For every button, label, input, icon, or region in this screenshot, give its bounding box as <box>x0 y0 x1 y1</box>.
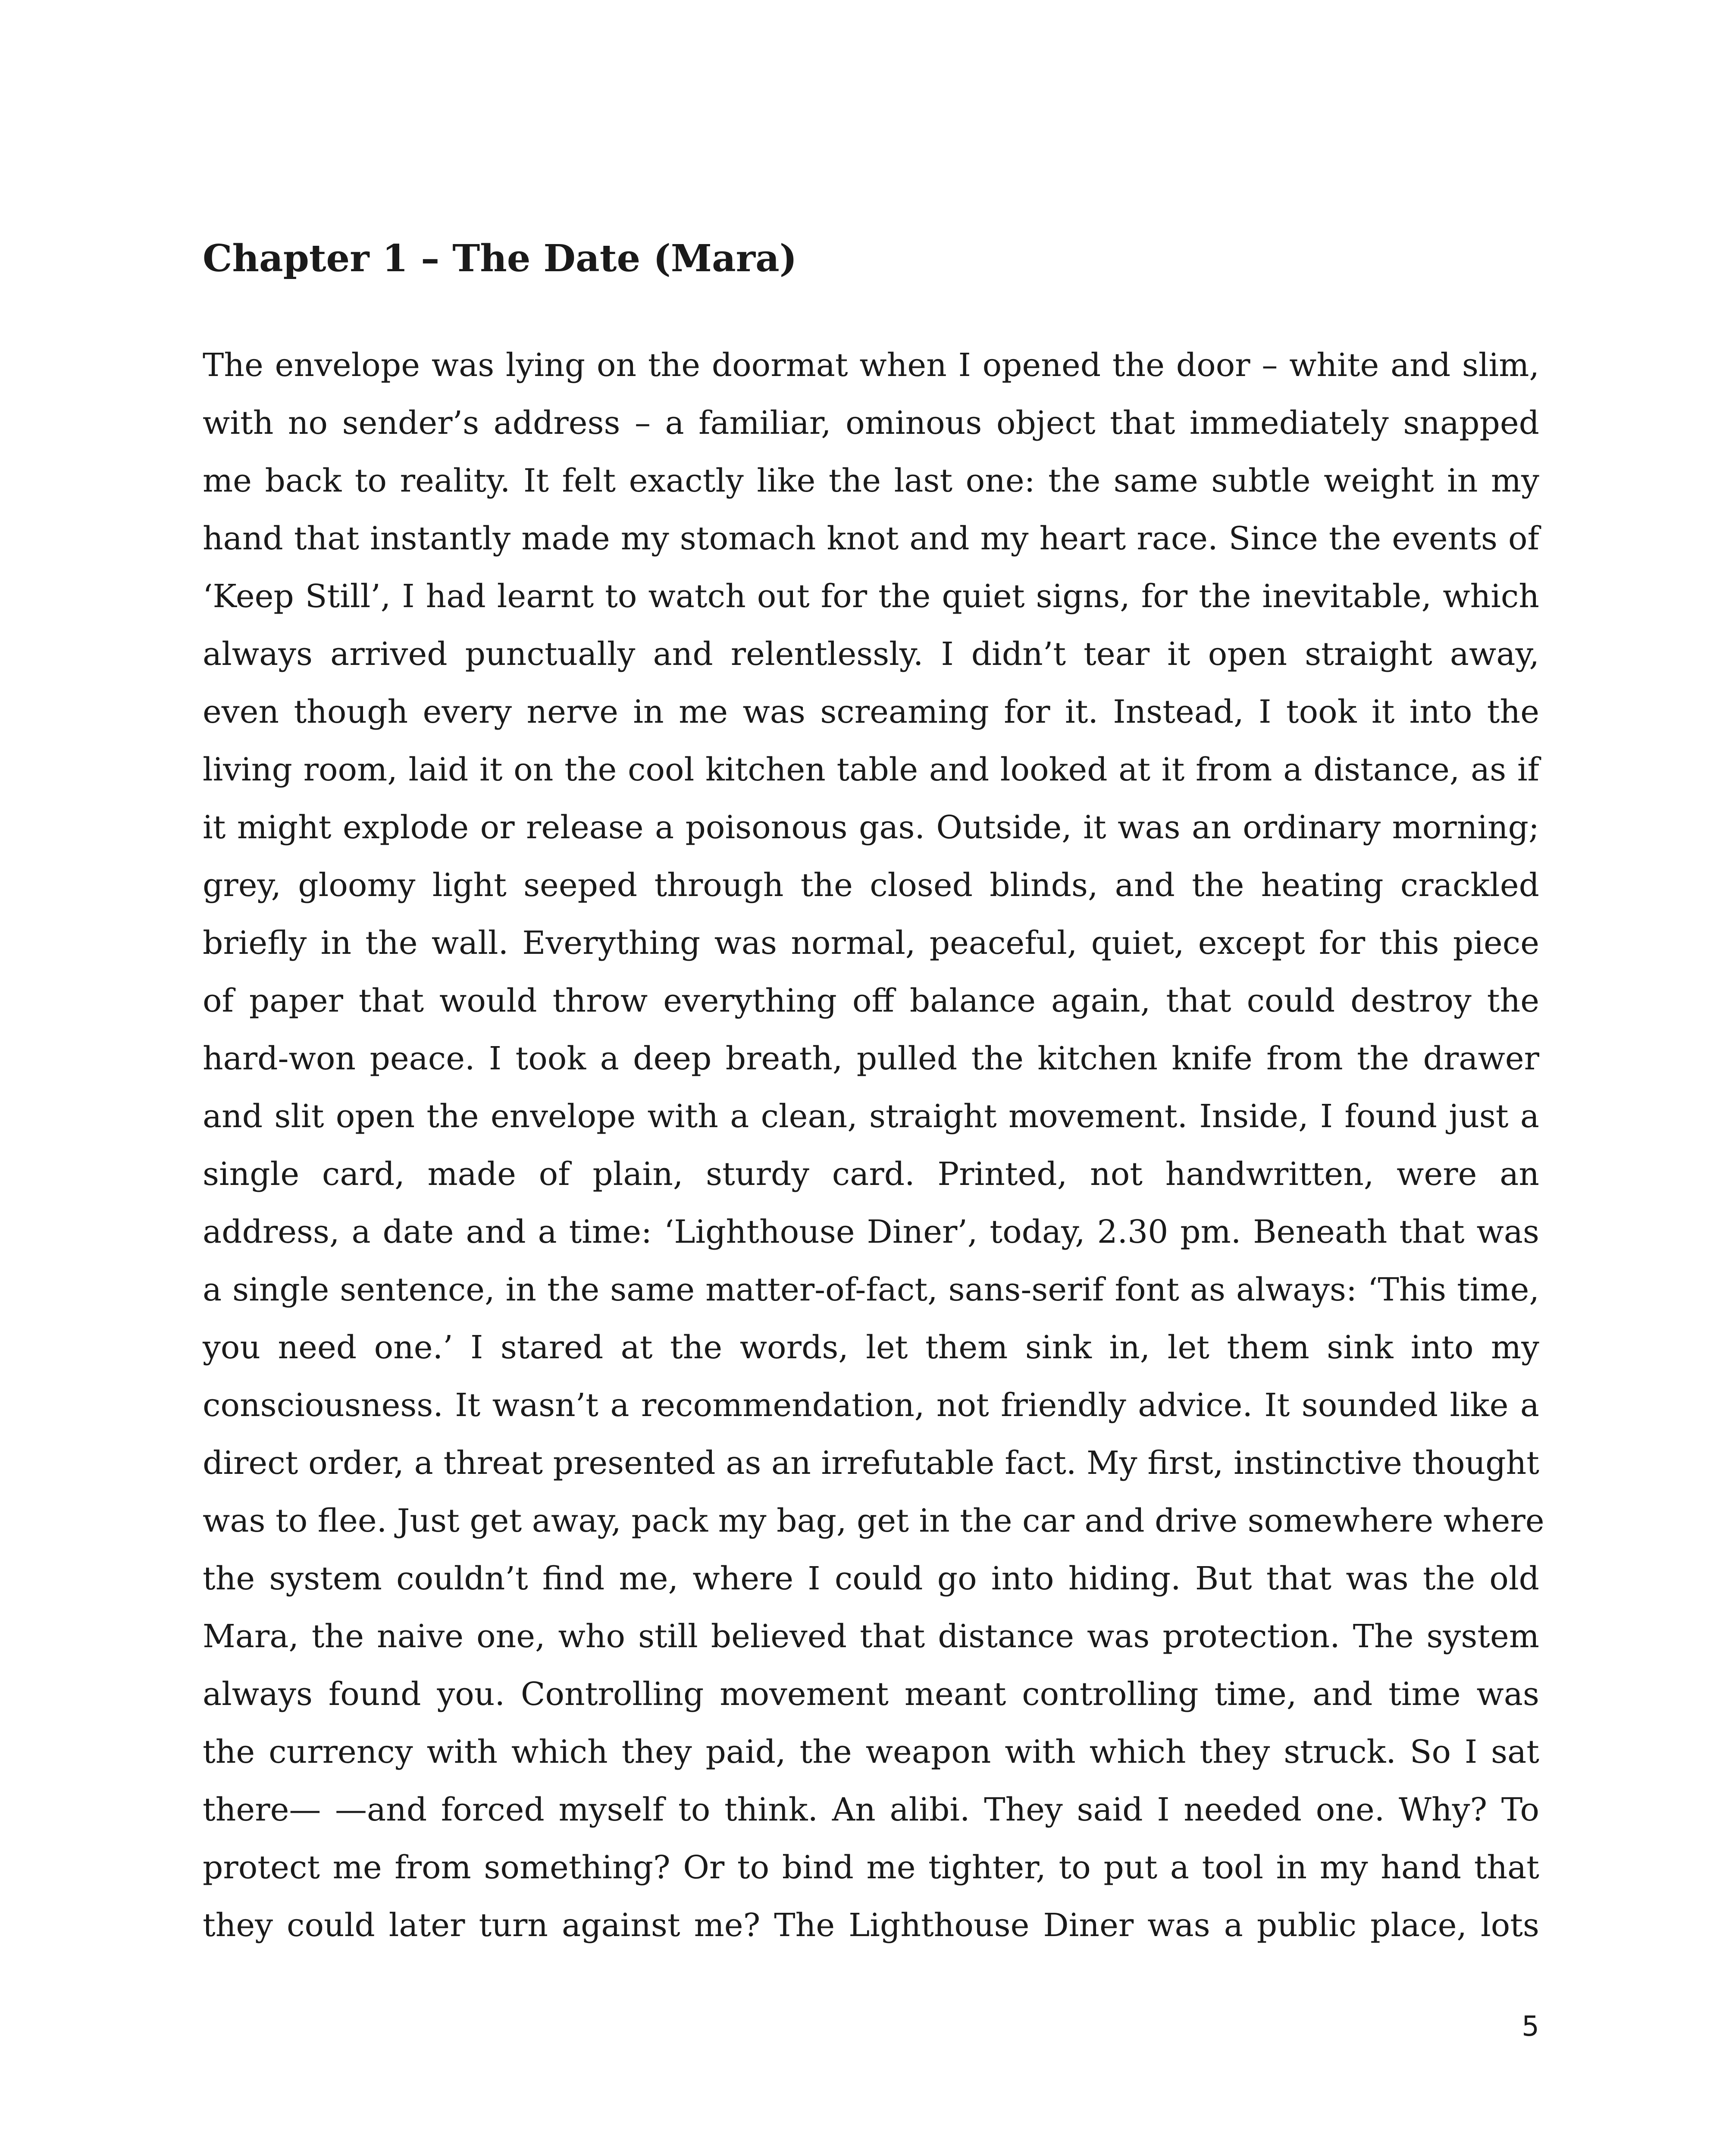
text-line: Mara, the naive one, who still believed that distance was protection. The system <box>203 1618 1539 1655</box>
text-line: even though every nerve in me was screaming for it. Instead, I took it into the <box>203 693 1539 730</box>
chapter-title: Chapter 1 – The Date (Mara) <box>203 237 797 280</box>
text-line: there— —and forced myself to think. An alibi. They said I needed one. Why? To <box>203 1791 1539 1828</box>
text-line: single card, made of plain, sturdy card. Printed, not handwritten, were an <box>203 1156 1539 1193</box>
body-text <box>203 336 1544 1954</box>
text-line: consciousness. It wasn’t a recommendation, not friendly advice. It sounded like a <box>203 1387 1539 1424</box>
text-line: always arrived punctually and relentlessly. I didn’t tear it open straight away, <box>203 636 1539 673</box>
text-line: the currency with which they paid, the weapon with which they struck. So I sat <box>203 1733 1539 1771</box>
text-line: direct order, a threat presented as an irrefutable fact. My first, instinctive thought <box>203 1445 1539 1482</box>
text-line: they could later turn against me? The Lighthouse Diner was a public place, lots <box>203 1907 1539 1944</box>
text-line: and slit open the envelope with a clean, straight movement. Inside, I found just a <box>203 1098 1539 1135</box>
text-line: the system couldn’t find me, where I could go into hiding. But that was the old <box>203 1560 1539 1597</box>
text-line: was to flee. Just get away, pack my bag, get in the car and drive somewhere where <box>203 1502 1544 1539</box>
text-line: me back to reality. It felt exactly like the last one: the same subtle weight in my <box>203 462 1539 499</box>
text-line: briefly in the wall. Everything was normal, peaceful, quiet, except for this piece <box>203 924 1539 962</box>
text-line: ‘Keep Still’, I had learnt to watch out for the quiet signs, for the inevitable, which <box>203 578 1539 615</box>
page-number: 5 <box>1522 2011 1539 2043</box>
text-line: address, a date and a time: ‘Lighthouse Diner’, today, 2.30 pm. Beneath that was <box>203 1213 1539 1250</box>
text-line: protect me from something? Or to bind me tighter, to put a tool in my hand that <box>203 1849 1539 1886</box>
text-line: hand that instantly made my stomach knot and my heart race. Since the events of <box>203 520 1539 557</box>
text-line: a single sentence, in the same matter-of-fact, sans-serif font as always: ‘This time, <box>203 1271 1539 1308</box>
text-line: living room, laid it on the cool kitchen table and looked at it from a distance, as if <box>203 751 1539 788</box>
text-line: hard-won peace. I took a deep breath, pulled the kitchen knife from the drawer <box>203 1040 1539 1077</box>
text-line: always found you. Controlling movement meant controlling time, and time was <box>203 1676 1539 1713</box>
text-line: grey, gloomy light seeped through the closed blinds, and the heating crackled <box>203 867 1539 904</box>
text-line: The envelope was lying on the doormat when I opened the door – white and slim, <box>203 347 1539 384</box>
text-line: of paper that would throw everything off balance again, that could destroy the <box>203 982 1539 1019</box>
text-line: with no sender’s address – a familiar, ominous object that immediately snapped <box>203 404 1539 442</box>
text-line: it might explode or release a poisonous gas. Outside, it was an ordinary morning; <box>203 809 1539 846</box>
text-line: you need one.’ I stared at the words, let them sink in, let them sink into my <box>203 1329 1539 1366</box>
